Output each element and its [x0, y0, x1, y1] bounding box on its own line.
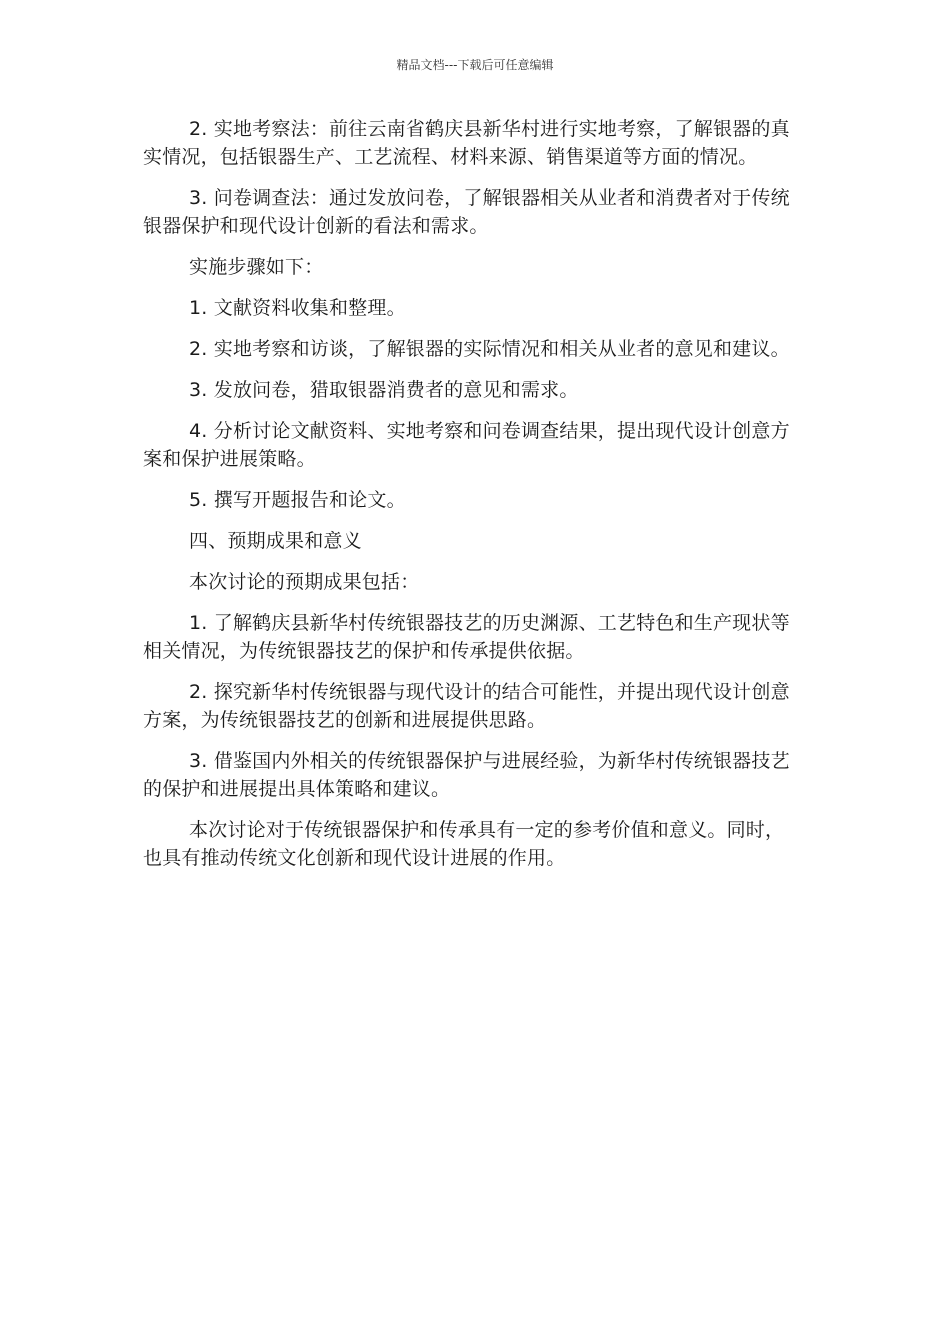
paragraph-step-5: 5. 撰写开题报告和论文。	[189, 489, 406, 511]
section-heading-expected-results: 四、预期成果和意义	[189, 530, 362, 552]
paragraph-results-intro: 本次讨论的预期成果包括：	[189, 571, 420, 593]
paragraph-result-3: 3. 借鉴国内外相关的传统银器保护与进展经验，为新华村传统银器技艺的保护和进展提出具体策略和建议。	[143, 750, 790, 800]
paragraph-step-2: 2. 实地考察和访谈，了解银器的实际情况和相关从业者的意见和建议。	[189, 338, 790, 360]
paragraph-conclusion: 本次讨论对于传统银器保护和传承具有一定的参考价值和意义。同时，也具有推动传统文化创新和现代设计进展的作用。	[143, 819, 785, 869]
page-header: 精品文档---下载后可任意编辑	[396, 58, 554, 72]
paragraph-field-survey-method: 2. 实地考察法：前往云南省鹤庆县新华村进行实地考察，了解银器的真实情况，包括银器生产、工艺流程、材料来源、销售渠道等方面的情况。	[143, 118, 790, 168]
paragraph-step-1: 1. 文献资料收集和整理。	[189, 297, 406, 319]
paragraph-questionnaire-method: 3. 问卷调查法：通过发放问卷，了解银器相关从业者和消费者对于传统银器保护和现代设计创新的看法和需求。	[143, 187, 790, 237]
paragraph-steps-intro: 实施步骤如下：	[189, 256, 324, 278]
paragraph-step-4: 4. 分析讨论文献资料、实地考察和问卷调查结果，提出现代设计创意方案和保护进展策略。	[143, 420, 790, 470]
paragraph-step-3: 3. 发放问卷，猎取银器消费者的意见和需求。	[189, 379, 579, 401]
paragraph-result-1: 1. 了解鹤庆县新华村传统银器技艺的历史渊源、工艺特色和生产现状等相关情况，为传统银器技艺的保护和传承提供依据。	[143, 612, 790, 662]
document-body	[143, 115, 799, 885]
paragraph-result-2: 2. 探究新华村传统银器与现代设计的结合可能性，并提出现代设计创意方案，为传统银器技艺的创新和进展提供思路。	[143, 681, 790, 731]
